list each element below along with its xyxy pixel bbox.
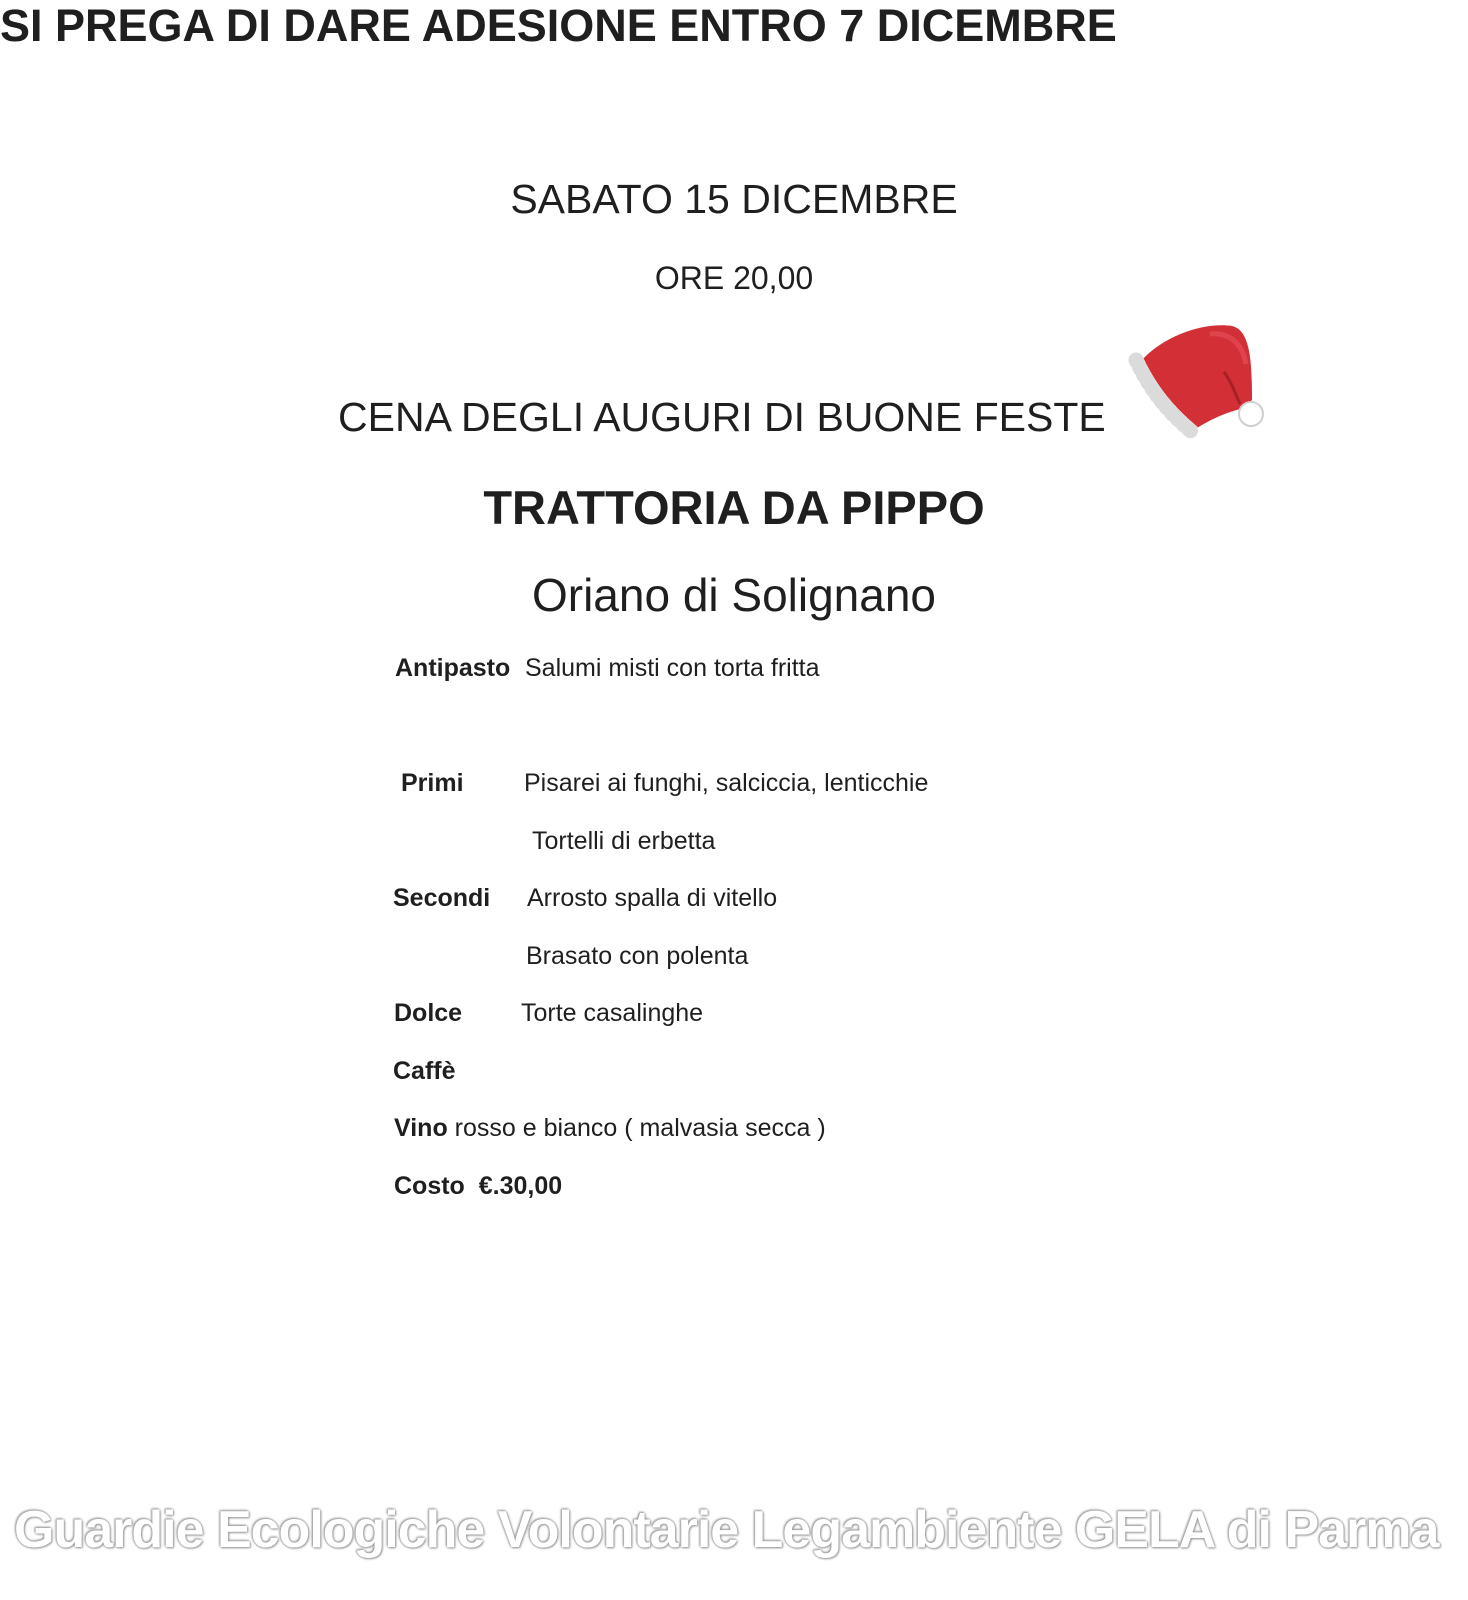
- menu-line-vino: [394, 1114, 826, 1143]
- event-date: SABATO 15 DICEMBRE: [510, 176, 958, 222]
- menu-dish-dolce: Torte casalinghe: [521, 999, 704, 1027]
- menu-dish-secondi-2: Brasato con polenta: [526, 942, 749, 970]
- menu-line-costo: [394, 1172, 562, 1201]
- menu-dish-secondi-1: Arrosto spalla di vitello: [527, 884, 778, 912]
- menu-label-caffe: Caffè: [393, 1057, 456, 1085]
- footer-watermark: Guardie Ecologiche Volontarie Legambiente GELA di Parma: [14, 1501, 1439, 1559]
- venue-name: TRATTORIA DA PIPPO: [483, 481, 985, 534]
- rsvp-note: SI PREGA DI DARE ADESIONE ENTRO 7 DICEMBRE: [0, 0, 1117, 51]
- menu-dish-primi-1: Pisarei ai funghi, salciccia, lenticchie: [524, 769, 929, 797]
- menu-price: €.30,00: [478, 1172, 563, 1200]
- santa-hat-icon: [1128, 320, 1274, 442]
- menu-label-dolce: Dolce: [394, 999, 463, 1027]
- event-time: ORE 20,00: [654, 260, 814, 296]
- venue-location: Oriano di Solignano: [531, 569, 937, 621]
- event-title: CENA DEGLI AUGURI DI BUONE FESTE: [338, 394, 1106, 440]
- menu-label-costo: Costo: [394, 1172, 465, 1200]
- menu-label-secondi: Secondi: [393, 884, 491, 912]
- menu-label-vino: Vino: [394, 1114, 448, 1142]
- menu-dish-primi-2: Tortelli di erbetta: [532, 827, 716, 855]
- menu-dish-antipasto: Salumi misti con torta fritta: [525, 654, 820, 682]
- menu-label-antipasto: Antipasto: [395, 654, 511, 682]
- menu-label-primi: Primi: [401, 769, 464, 797]
- menu-desc-vino: rosso e bianco ( malvasia secca ): [454, 1114, 826, 1142]
